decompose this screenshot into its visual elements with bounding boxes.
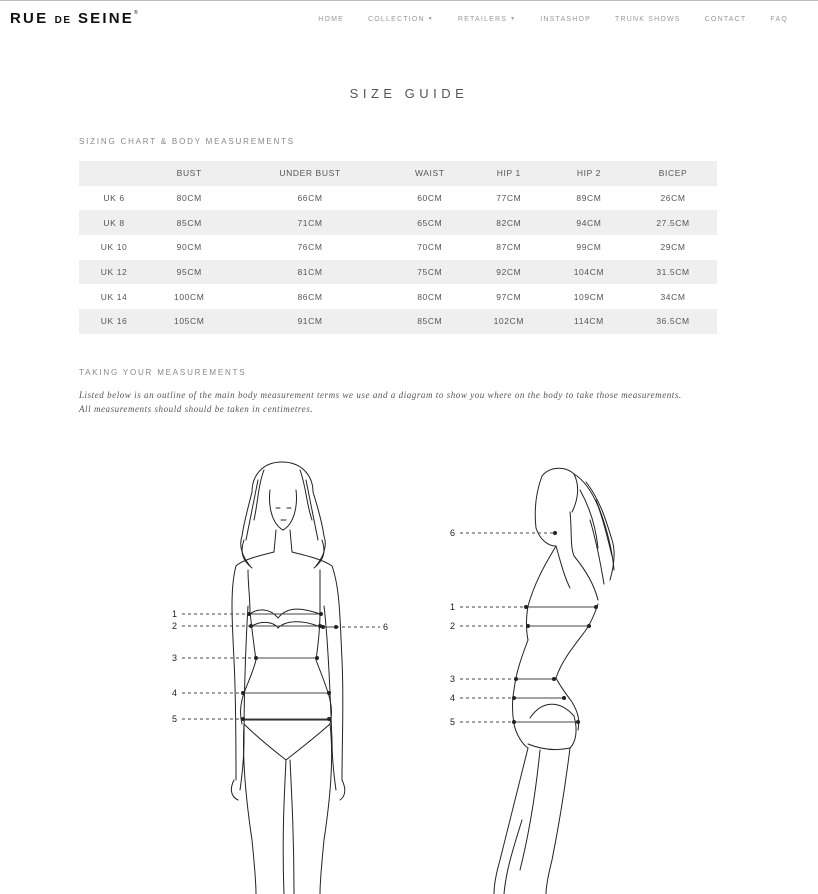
table-row xyxy=(79,186,717,211)
table-cell: 100CM xyxy=(174,291,205,302)
column-header: BICEP xyxy=(658,168,688,179)
nav-instashop[interactable]: INSTASHOP xyxy=(540,16,591,23)
table-row xyxy=(79,309,717,334)
size-cell: UK 8 xyxy=(103,217,125,228)
measure-label: 5 xyxy=(172,714,178,724)
table-cell: 65CM xyxy=(417,217,443,228)
nav-retailers[interactable]: RETAILERS ▼ xyxy=(457,16,517,23)
table-cell: 102CM xyxy=(493,316,525,327)
front-measure-lines xyxy=(182,614,380,719)
table-cell: 27.5CM xyxy=(656,217,690,228)
table-cell: 109CM xyxy=(573,291,605,302)
nav-contact[interactable]: CONTACT xyxy=(704,16,747,23)
measure-label: 3 xyxy=(172,653,178,663)
table-cell: 34CM xyxy=(660,291,686,302)
table-cell: 31.5CM xyxy=(656,267,690,278)
table-cell: 97CM xyxy=(496,291,522,302)
table-cell: 104CM xyxy=(573,267,605,278)
table-cell: 94CM xyxy=(576,217,602,228)
column-header: UNDER BUST xyxy=(279,168,341,179)
measure-label: 1 xyxy=(450,602,456,612)
table-header-row xyxy=(79,161,717,186)
caret-down-icon: ▼ xyxy=(510,16,517,23)
size-cell: UK 12 xyxy=(100,267,128,278)
table-cell: 90CM xyxy=(176,242,202,253)
size-chart-table xyxy=(79,161,717,334)
column-header: HIP 2 xyxy=(576,168,601,179)
site-header xyxy=(0,0,818,40)
table-cell: 105CM xyxy=(174,316,205,327)
column-header xyxy=(79,161,149,186)
measure-label: 5 xyxy=(450,717,456,727)
table-row xyxy=(79,260,717,285)
size-cell: UK 6 xyxy=(103,193,125,204)
table-cell: 82CM xyxy=(496,217,522,228)
sizing-chart-heading: SIZING CHART & BODY MEASUREMENTS xyxy=(79,137,295,146)
measure-label: 4 xyxy=(450,693,456,703)
table-cell: 36.5CM xyxy=(656,316,690,327)
side-measure-labels xyxy=(450,528,455,727)
measurements-heading: TAKING YOUR MEASUREMENTS xyxy=(79,368,247,377)
measurement-diagram xyxy=(0,440,818,894)
table-cell: 26CM xyxy=(660,193,686,204)
nav-trunk-shows[interactable]: TRUNK SHOWS xyxy=(614,16,681,23)
table-cell: 89CM xyxy=(576,193,602,204)
table-cell: 87CM xyxy=(496,242,522,253)
table-cell: 92CM xyxy=(496,267,522,278)
measure-label: 1 xyxy=(172,609,178,619)
table-cell: 99CM xyxy=(576,242,602,253)
table-cell: 76CM xyxy=(297,242,323,253)
nav-collection[interactable]: COLLECTION ▼ xyxy=(368,16,434,23)
column-header: WAIST xyxy=(414,168,445,179)
table-cell: 71CM xyxy=(297,217,323,228)
table-cell: 95CM xyxy=(176,267,202,278)
size-cell: UK 14 xyxy=(100,291,128,302)
table-cell: 29CM xyxy=(660,242,686,253)
measure-label: 6 xyxy=(383,622,389,632)
nav-home[interactable]: HOME xyxy=(318,16,344,23)
site-logo[interactable]: RUE DE SEINE® xyxy=(10,10,140,27)
table-cell: 77CM xyxy=(496,193,522,204)
table-cell: 85CM xyxy=(417,316,443,327)
table-cell: 70CM xyxy=(417,242,443,253)
caret-down-icon: ▼ xyxy=(427,16,434,23)
intro-line: Listed below is an outline of the main body measurement terms we use and a diagram to show you where on the body to take those measurements. xyxy=(79,390,682,400)
size-cell: UK 10 xyxy=(100,242,128,253)
table-cell: 75CM xyxy=(417,267,443,278)
table-cell: 114CM xyxy=(574,316,604,327)
table-cell: 60CM xyxy=(417,193,443,204)
measure-label: 3 xyxy=(450,674,456,684)
table-cell: 81CM xyxy=(297,267,323,278)
side-measure-points xyxy=(512,531,598,724)
table-row xyxy=(79,210,717,235)
front-figure-illustration xyxy=(231,462,344,894)
table-row xyxy=(79,235,717,260)
table-cell: 85CM xyxy=(176,217,202,228)
front-measure-points xyxy=(241,612,338,721)
column-header: BUST xyxy=(176,168,202,179)
table-cell: 86CM xyxy=(297,291,323,302)
table-cell: 80CM xyxy=(176,193,202,204)
page-title: SIZE GUIDE xyxy=(349,86,469,101)
table-row xyxy=(79,284,717,309)
table-cell: 66CM xyxy=(297,193,323,204)
column-header: HIP 1 xyxy=(496,168,521,179)
measure-label: 4 xyxy=(172,688,178,698)
measure-label: 2 xyxy=(172,621,178,631)
table-cell: 91CM xyxy=(297,316,323,327)
size-cell: UK 16 xyxy=(100,316,128,327)
table-cell: 80CM xyxy=(417,291,443,302)
measure-label: 2 xyxy=(450,621,456,631)
nav-faq[interactable]: FAQ xyxy=(770,16,788,23)
main-nav xyxy=(294,16,788,23)
intro-line: All measurements should should be taken in centimetres. xyxy=(79,404,314,414)
measure-label: 6 xyxy=(450,528,456,538)
measurements-intro xyxy=(79,388,729,416)
